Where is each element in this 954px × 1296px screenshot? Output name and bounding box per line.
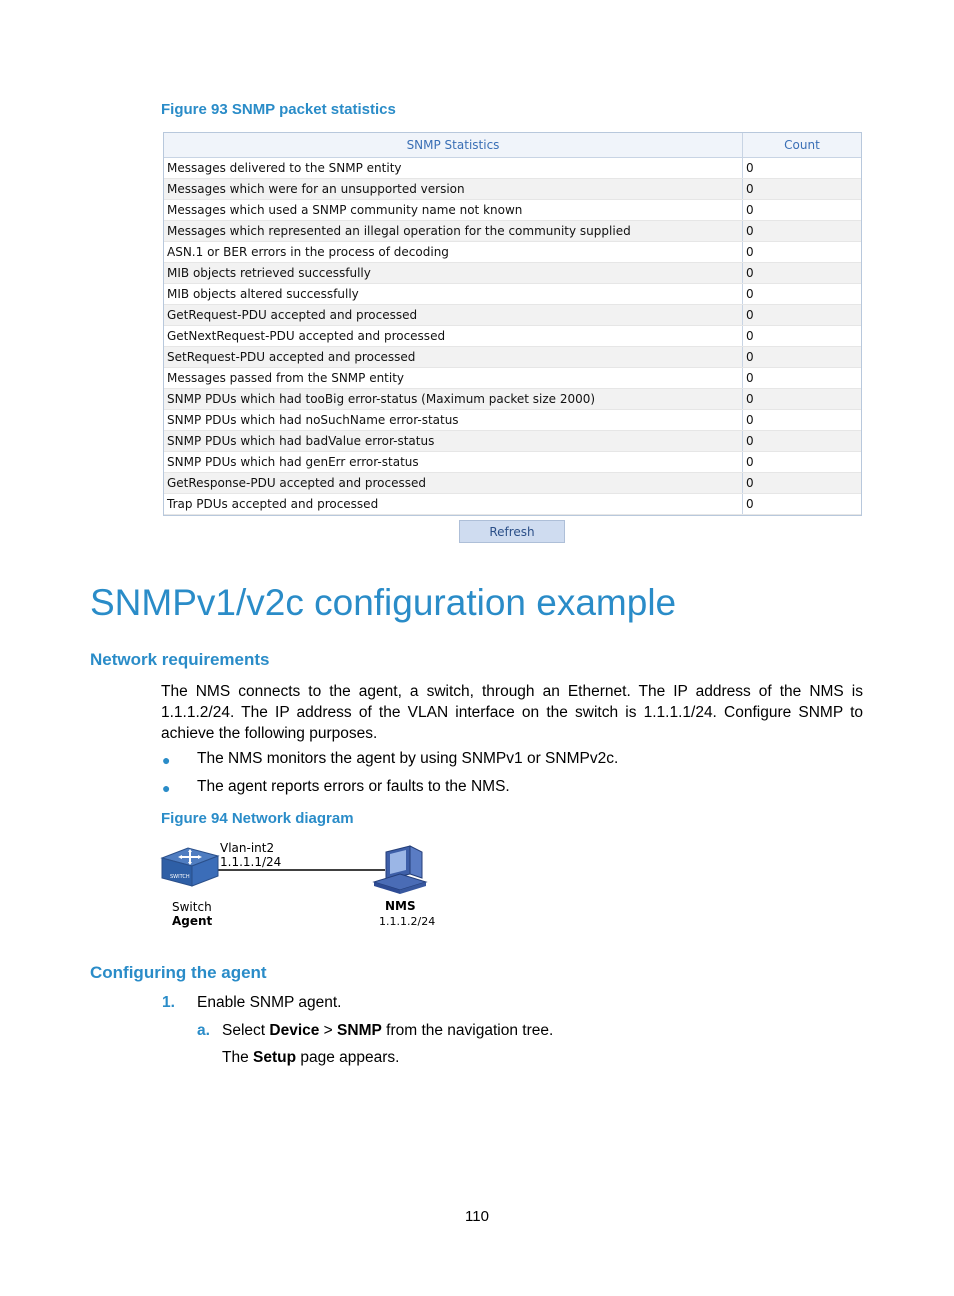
table-row bbox=[164, 389, 861, 410]
nms-ip-label: 1.1.1.2/24 bbox=[379, 915, 436, 928]
bullet-item-2: The agent reports errors or faults to the NMS. bbox=[197, 778, 510, 795]
configuring-agent-heading: Configuring the agent bbox=[90, 963, 267, 982]
refresh-button[interactable]: Refresh bbox=[459, 520, 565, 543]
svg-text:SWITCH: SWITCH bbox=[170, 874, 190, 880]
stat-count-cell: 0 bbox=[743, 263, 862, 284]
table-row bbox=[164, 347, 861, 368]
network-requirements-paragraph: The NMS connects to the agent, a switch, through an Ethernet. The IP address of the NMS is 1.1.1.2/24. The IP address of the VLAN interface on the switch is 1.1.1.1/24. Configure SNMP to achieve the following purposes. bbox=[161, 683, 863, 742]
table-body bbox=[164, 158, 861, 515]
snmp-statistics-table bbox=[164, 133, 861, 515]
network-requirements-heading: Network requirements bbox=[90, 650, 270, 669]
table-row bbox=[164, 431, 861, 452]
stat-label-cell: MIB objects retrieved successfully bbox=[164, 263, 743, 284]
bullet-icon: ● bbox=[162, 780, 171, 796]
stat-label-cell: Trap PDUs accepted and processed bbox=[164, 494, 743, 515]
step-number-1: 1. bbox=[162, 994, 175, 1011]
table-row bbox=[164, 473, 861, 494]
stat-count-cell: 0 bbox=[743, 494, 862, 515]
stat-count-cell: 0 bbox=[743, 473, 862, 494]
nms-label: NMS bbox=[385, 899, 416, 913]
sub-step-a-result: The Setup page appears. bbox=[222, 1049, 400, 1066]
stat-count-cell: 0 bbox=[743, 326, 862, 347]
snmp-statistics-panel bbox=[163, 132, 862, 516]
page-number: 110 bbox=[465, 1208, 489, 1225]
stat-count-cell: 0 bbox=[743, 242, 862, 263]
table-row bbox=[164, 368, 861, 389]
stat-count-cell: 0 bbox=[743, 347, 862, 368]
setup-page-ref: Setup bbox=[253, 1049, 297, 1066]
table-row bbox=[164, 242, 861, 263]
stat-count-cell: 0 bbox=[743, 452, 862, 473]
device-menu-ref: Device bbox=[269, 1022, 320, 1039]
section-title: SNMPv1/v2c configuration example bbox=[90, 582, 677, 623]
table-row bbox=[164, 179, 861, 200]
figure-94-caption: Figure 94 Network diagram bbox=[161, 810, 354, 827]
stat-label-cell: SNMP PDUs which had badValue error-status bbox=[164, 431, 743, 452]
stat-label-cell: MIB objects altered successfully bbox=[164, 284, 743, 305]
table-row bbox=[164, 158, 861, 179]
switch-icon bbox=[162, 848, 218, 886]
stat-label-cell: GetRequest-PDU accepted and processed bbox=[164, 305, 743, 326]
bullet-icon: ● bbox=[162, 752, 171, 768]
bullet-item-1: The NMS monitors the agent by using SNMPv1 or SNMPv2c. bbox=[197, 750, 619, 767]
table-row bbox=[164, 305, 861, 326]
snmp-menu-ref: SNMP bbox=[337, 1022, 382, 1039]
stat-label-cell: GetResponse-PDU accepted and processed bbox=[164, 473, 743, 494]
stat-label-cell: Messages which were for an unsupported version bbox=[164, 179, 743, 200]
table-row bbox=[164, 326, 861, 347]
column-header-count: Count bbox=[743, 133, 862, 158]
network-diagram bbox=[160, 838, 440, 938]
stat-count-cell: 0 bbox=[743, 200, 862, 221]
stat-count-cell: 0 bbox=[743, 305, 862, 326]
stat-count-cell: 0 bbox=[743, 179, 862, 200]
stat-label-cell: Messages which represented an illegal operation for the community supplied bbox=[164, 221, 743, 242]
stat-count-cell: 0 bbox=[743, 410, 862, 431]
vlan-ip-label: 1.1.1.1/24 bbox=[220, 855, 282, 869]
table-header-row bbox=[164, 133, 861, 158]
network-diagram-graphic bbox=[160, 838, 440, 898]
stat-count-cell: 0 bbox=[743, 158, 862, 179]
stat-count-cell: 0 bbox=[743, 221, 862, 242]
figure-93-caption: Figure 93 SNMP packet statistics bbox=[161, 101, 396, 118]
stat-label-cell: GetNextRequest-PDU accepted and processed bbox=[164, 326, 743, 347]
stat-label-cell: ASN.1 or BER errors in the process of decoding bbox=[164, 242, 743, 263]
table-row bbox=[164, 410, 861, 431]
stat-label-cell: Messages delivered to the SNMP entity bbox=[164, 158, 743, 179]
stat-label-cell: SetRequest-PDU accepted and processed bbox=[164, 347, 743, 368]
table-row bbox=[164, 200, 861, 221]
sub-step-a-letter: a. bbox=[197, 1022, 210, 1039]
stat-count-cell: 0 bbox=[743, 389, 862, 410]
table-row bbox=[164, 221, 861, 242]
step-1-text: Enable SNMP agent. bbox=[197, 994, 342, 1011]
stat-label-cell: Messages which used a SNMP community name not known bbox=[164, 200, 743, 221]
stat-count-cell: 0 bbox=[743, 431, 862, 452]
table-row bbox=[164, 284, 861, 305]
stat-count-cell: 0 bbox=[743, 284, 862, 305]
agent-label: Agent bbox=[172, 914, 213, 928]
sub-step-a-text: Select Device > SNMP from the navigation tree. bbox=[222, 1022, 554, 1039]
stat-label-cell: SNMP PDUs which had genErr error-status bbox=[164, 452, 743, 473]
table-row bbox=[164, 494, 861, 515]
switch-label: Switch bbox=[172, 900, 212, 914]
column-header-snmp-statistics: SNMP Statistics bbox=[164, 133, 743, 158]
stat-label-cell: SNMP PDUs which had tooBig error-status (Maximum packet size 2000) bbox=[164, 389, 743, 410]
table-row bbox=[164, 452, 861, 473]
stat-label-cell: Messages passed from the SNMP entity bbox=[164, 368, 743, 389]
stat-label-cell: SNMP PDUs which had noSuchName error-status bbox=[164, 410, 743, 431]
stat-count-cell: 0 bbox=[743, 368, 862, 389]
vlan-interface-label: Vlan-int2 bbox=[220, 841, 275, 855]
table-row bbox=[164, 263, 861, 284]
